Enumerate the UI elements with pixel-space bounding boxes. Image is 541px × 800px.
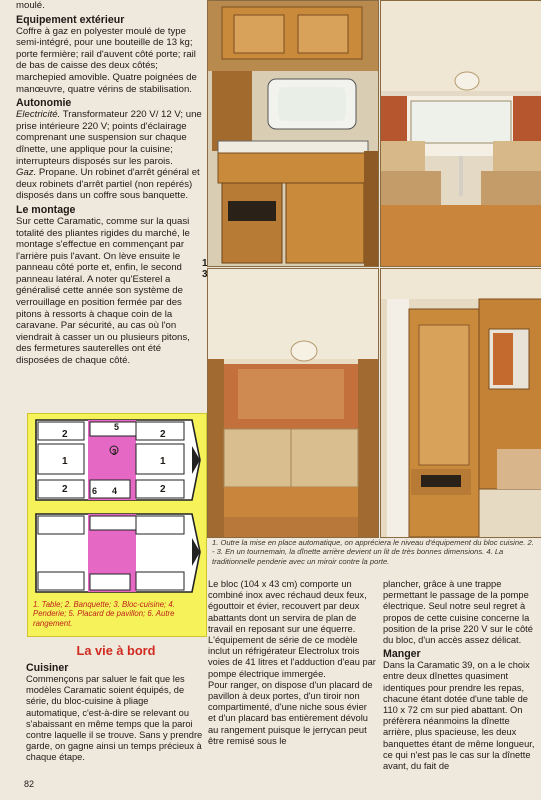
photo-rear-bed <box>207 268 379 538</box>
para-equipement: Coffre à gaz en polyester moulé de type semi-intégré, pour une bouteille de 13 kg; porte fermière; rail d'auvent côté porte; rail de bas de caisse des deux côtés; marchepied amovible. Quatre poignées de manœuvre, quatre vérins de stabilisation. <box>16 25 197 95</box>
para-gaz <box>16 167 202 202</box>
plan-label-1a: 1 <box>62 456 68 467</box>
text-electricite: Transformateur 220 V/ 12 V; une prise intérieure 220 V; points d'éclairage comprenant une suspension sur chaque dînette, une applique pour la cuisine; interrupteurs disposés sur les parois. <box>16 109 202 167</box>
heading-cuisiner: Cuisiner <box>26 662 69 674</box>
plan-label-2d: 2 <box>160 484 166 495</box>
side-number-1: 1 <box>202 258 208 269</box>
body-column-2 <box>208 579 376 747</box>
left-column <box>16 0 202 367</box>
plan-label-2c: 2 <box>62 484 68 495</box>
heading-montage: Le montage <box>16 203 76 216</box>
photo-wardrobe <box>380 268 541 538</box>
label-gaz: Gaz. <box>16 167 37 179</box>
para-montage: Sur cette Caramatic, comme sur la quasi totalité des pliantes rigides du marché, le montage s'effectue en commençant par l'arrière puis l'avant. On lève ensuite le panneau côté porte et, enfin, le second panneau latéral. A noter qu'Esterel a généralisé cette année son système de verrouillage en position fermée par des pitons à ressorts à chaque coin de la caravane. Par sécurité, au cas où l'on viendrait à casser un ou plusieurs pitons, des fermetures sauterelles ont été disposées de chaque côté. <box>16 215 190 367</box>
intro-end: moulé. <box>16 0 45 11</box>
plan-label-3: 3 <box>112 448 117 457</box>
plan-label-4: 4 <box>112 486 118 496</box>
plan-label-5: 5 <box>114 422 120 432</box>
para-cuisiner: Commençons par saluer le fait que les modèles Caramatic soient équipés, de série, du bloc-cuisine à pliage automatique, c'est-à-dire se relevant ou s'abaissant en même temps que la paroi contre laquelle il se trouve. Sans y prendre garde, on gagne ainsi un temps précieux à chaque étape. <box>26 674 203 763</box>
para-bloc: Le bloc (104 x 43 cm) comporte un combiné inox avec réchaud deux feux, égouttoir et évier, recouvert par deux abattants dont un servira de plan de travail en reposant sur une équerre. <box>208 579 367 634</box>
text-gaz: Propane. Un robinet d'arrêt général et deux robinets d'arrêt partiel (non repérés) disposés dans un coffre sous banquette. <box>16 167 200 202</box>
para-electricite <box>16 109 202 167</box>
plan-label-6: 6 <box>92 486 98 496</box>
photo-caption: 1. Outre la mise en place automatique, on appréciera le niveau d'équipement du bloc cuisine. 2. - 3. En un tournemain, la dînette arrière devient un lit de très bonnes dimensions. 4. La traditionnelle penderie avec un miroir contre la porte. <box>212 538 534 566</box>
para-plancher: plancher, grâce à une trappe permettant le passage de la pompe électrique. Seul notre seul regret à propos de cette cuisine concerne la position de la prise 220 V sur le côté du bloc, d'un accès assez délicat. <box>383 579 533 646</box>
plan-label-2a: 2 <box>62 429 68 440</box>
heading-manger: Manger <box>383 648 421 661</box>
photo-kitchen <box>207 0 379 267</box>
plan-legend: 1. Table; 2. Banquette; 3. Bloc-cuisine; 4. Penderie; 5. Placard de pavillon; 6. Autre rangement. <box>33 600 175 628</box>
para-equipement-serie: L'équipement de série de ce modèle inclut un réfrigérateur Electrolux trois voies de 41 litres et l'adduction d'eau par pompe électrique immergée. <box>208 635 376 679</box>
label-electricite: Electricité. <box>16 109 61 121</box>
heading-autonomie: Autonomie <box>16 97 72 110</box>
plan-label-2b: 2 <box>160 429 166 440</box>
para-ranger: Pour ranger, on dispose d'un placard de pavillon à deux portes, d'un tiroir non compartimenté, d'une niche sous évier et d'un placard bas entièrement dévolu au rangement puisque le jerrycan peut être remisé sous le <box>208 679 373 746</box>
plan-label-1b: 1 <box>160 456 166 467</box>
heading-equipement: Equipement extérieur <box>16 13 125 26</box>
para-manger: Dans la Caramatic 39, on a le choix entre deux dînettes quasiment identiques pour prendre les repas, chacune étant dotée d'une table de 110 x 72 cm sur pied abattant. On préfèrera néanmoins la dînette arrière, plus spacieuse, les deux banquettes étant de même longueur, ce qui n'est pas le cas sur la dînette avant, du fait de <box>383 660 535 772</box>
body-column-1 <box>26 660 204 764</box>
photo-dinette-front <box>380 0 541 267</box>
body-column-3 <box>383 579 537 772</box>
side-number-3: 3 <box>202 269 208 280</box>
section-title: La vie à bord <box>76 643 156 658</box>
page-number: 82 <box>24 779 35 789</box>
